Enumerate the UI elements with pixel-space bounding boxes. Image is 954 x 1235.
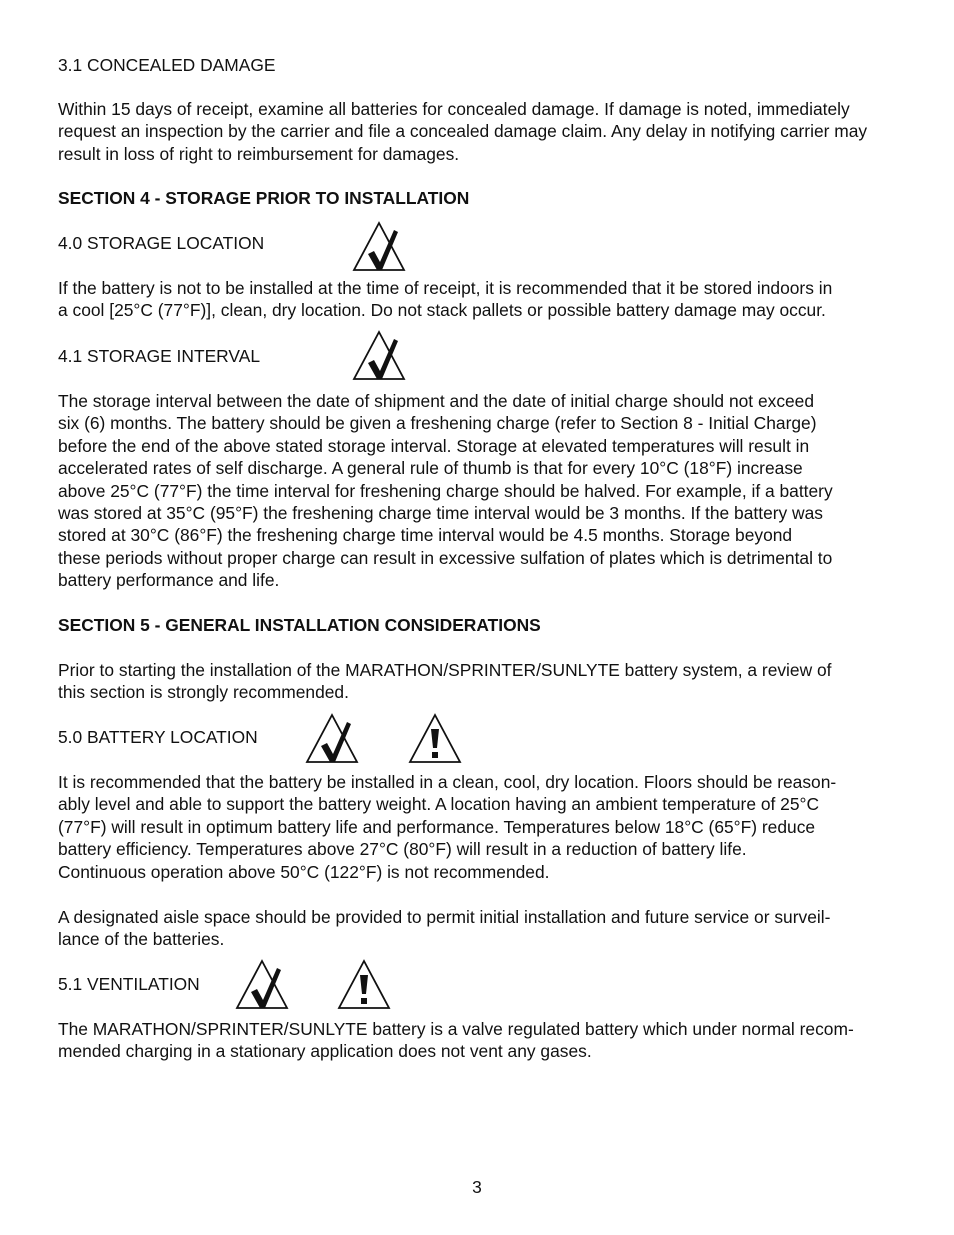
paragraph-section-5-intro bbox=[58, 659, 832, 704]
text-line: above 25°C (77°F) the time interval for freshening charge should be halved. For example, if a battery bbox=[58, 480, 833, 501]
text-line: was stored at 35°C (95°F) the freshening charge time interval would be 3 months. If the battery was bbox=[58, 503, 823, 524]
text-line: If the battery is not to be installed at the time of receipt, it is recommended that it be stored indoors in bbox=[58, 278, 833, 298]
heading-4-0: 4.0 STORAGE LOCATION bbox=[58, 233, 265, 253]
heading-5-1: 5.1 VENTILATION bbox=[58, 974, 200, 994]
text-line: The MARATHON/SPRINTER/SUNLYTE battery is a valve regulated battery which under normal recom- bbox=[58, 1019, 854, 1039]
text-line: battery efficiency. Temperatures above 27°C (80°F) will result in a reduction of battery life. bbox=[58, 839, 747, 860]
check-triangle-icon bbox=[352, 220, 406, 272]
text-line: these periods without proper charge can result in excessive sulfation of plates which is detrimental to bbox=[58, 547, 833, 568]
paragraph-ventilation bbox=[58, 1018, 854, 1063]
text-line: lance of the batteries. bbox=[58, 929, 225, 950]
text-line: The storage interval between the date of shipment and the date of initial charge should not exceed bbox=[58, 391, 815, 411]
text-line: result in loss of right to reimbursement for damages. bbox=[58, 143, 460, 164]
paragraph-battery-location bbox=[58, 771, 836, 883]
check-triangle-icon bbox=[305, 712, 359, 764]
heading-3-1: 3.1 CONCEALED DAMAGE bbox=[58, 55, 276, 75]
text-line: ably level and able to support the battery weight. A location having an ambient temperature of 25°C bbox=[58, 794, 820, 815]
paragraph-concealed-damage bbox=[58, 98, 867, 165]
warning-triangle-icon bbox=[408, 712, 462, 764]
text-line: It is recommended that the battery be installed in a clean, cool, dry location. Floors should be reason- bbox=[58, 772, 837, 792]
text-line: A designated aisle space should be provided to permit initial installation and future service or surveil- bbox=[58, 907, 831, 927]
section-5-heading: SECTION 5 - GENERAL INSTALLATION CONSIDERATIONS bbox=[58, 615, 541, 635]
check-triangle-icon bbox=[235, 958, 289, 1010]
text-line: before the end of the above stated storage interval. Storage at elevated temperatures will result in bbox=[58, 435, 810, 456]
warning-triangle-icon bbox=[337, 958, 391, 1010]
check-triangle-icon bbox=[352, 329, 406, 381]
text-line: Prior to starting the installation of the MARATHON/SPRINTER/SUNLYTE battery system, a review of bbox=[58, 660, 832, 680]
text-line: (77°F) will result in optimum battery life and performance. Temperatures below 18°C (65°F) reduce bbox=[58, 816, 816, 837]
text-line: battery performance and life. bbox=[58, 570, 280, 591]
text-line: Continuous operation above 50°C (122°F) is not recommended. bbox=[58, 861, 550, 882]
text-line: a cool [25°C (77°F)], clean, dry location. Do not stack pallets or possible battery damage may occur. bbox=[58, 300, 826, 321]
text-line: this section is strongly recommended. bbox=[58, 682, 349, 703]
paragraph-storage-location bbox=[58, 277, 832, 322]
text-line: request an inspection by the carrier and file a concealed damage claim. Any delay in notifying carrier may bbox=[58, 121, 868, 142]
page-number: 3 bbox=[472, 1177, 482, 1197]
heading-4-1: 4.1 STORAGE INTERVAL bbox=[58, 346, 260, 366]
text-line: Within 15 days of receipt, examine all batteries for concealed damage. If damage is noted, immediately bbox=[58, 99, 850, 119]
paragraph-aisle-space bbox=[58, 906, 830, 951]
text-line: stored at 30°C (86°F) the freshening charge time interval would be 4.5 months. Storage beyond bbox=[58, 525, 793, 546]
text-line: accelerated rates of self discharge. A general rule of thumb is that for every 10°C (18°F) increase bbox=[58, 458, 803, 479]
text-line: mended charging in a stationary application does not vent any gases. bbox=[58, 1041, 592, 1062]
section-4-heading: SECTION 4 - STORAGE PRIOR TO INSTALLATION bbox=[58, 188, 470, 208]
text-line: six (6) months. The battery should be given a freshening charge (refer to Section 8 - Initial Charge) bbox=[58, 413, 817, 434]
paragraph-storage-interval bbox=[58, 390, 833, 592]
heading-5-0: 5.0 BATTERY LOCATION bbox=[58, 727, 258, 747]
